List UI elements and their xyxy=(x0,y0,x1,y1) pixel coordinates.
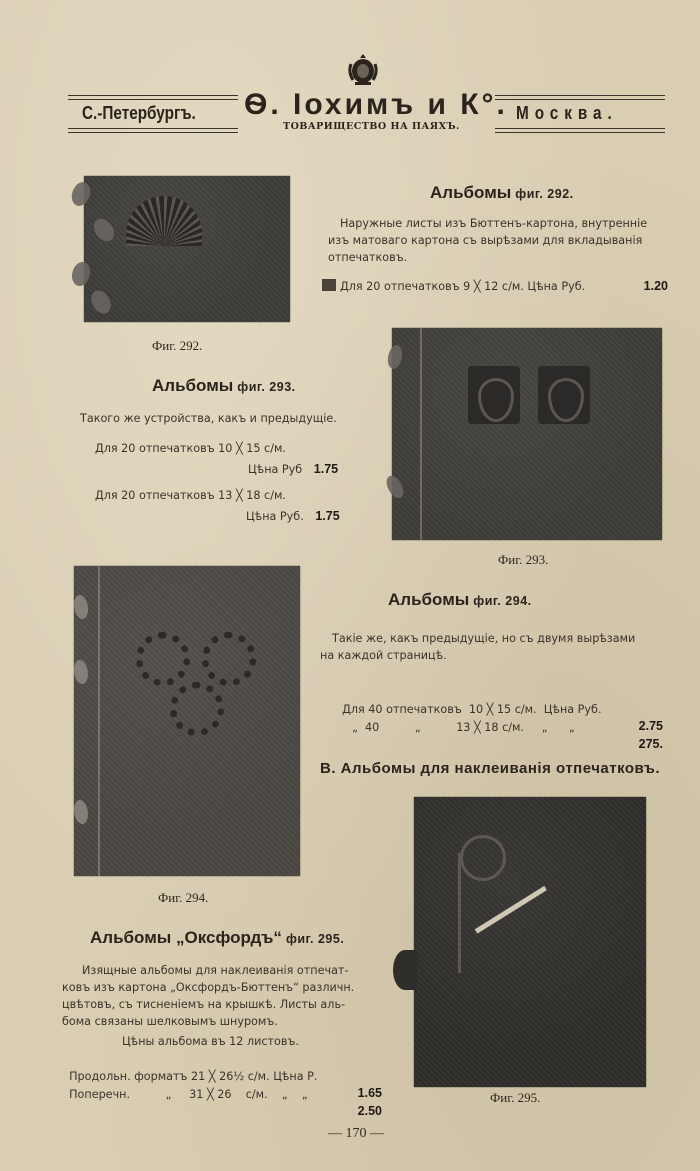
price-value: 2.75 xyxy=(638,719,663,733)
price-row-295-b xyxy=(62,1069,382,1120)
description-line: Наружные листы изъ Бюттенъ-картона, внутренніе xyxy=(340,217,648,230)
price-text: Для 20 отпечатковъ 10 ╳ 15 с/м. xyxy=(95,442,286,455)
fig-label: фиг. 295. xyxy=(285,932,345,946)
monogram-ornament xyxy=(460,835,506,881)
price-value: 2.50 xyxy=(357,1104,382,1118)
page-number: — 170 — xyxy=(328,1126,384,1141)
spine-line xyxy=(98,566,100,876)
item-293-description: Такого же устройства, какъ и предыдущіе. xyxy=(80,412,337,425)
price-subheading: Цѣны альбома въ 12 листовъ. xyxy=(122,1035,299,1048)
price-text: „ 40 „ 13 ╳ 18 с/м. „ „ xyxy=(352,721,575,734)
wreath-ornament xyxy=(202,632,256,686)
item-292-price-row xyxy=(322,278,668,295)
description-line: цвѣтовъ, съ тисненіемъ на крышкѣ. Листы аль- xyxy=(62,998,346,1011)
caption-fig-295: Фиг. 295. xyxy=(490,1090,541,1105)
caption-fig-292: Фиг. 292. xyxy=(152,338,203,353)
price-row-293-b xyxy=(246,508,340,525)
album-photo-293 xyxy=(392,328,662,540)
spine-line xyxy=(420,328,422,540)
peacock-ornament xyxy=(126,196,202,246)
city-st-petersburg: С.-Петербургъ. xyxy=(82,103,196,123)
item-293-heading xyxy=(152,376,296,396)
wreath-ornament xyxy=(170,682,224,736)
item-292-description xyxy=(328,215,668,266)
item-title: Альбомы xyxy=(152,376,234,395)
fig-label: фиг. 294. xyxy=(473,594,532,608)
city-moscow: Москва. xyxy=(516,103,618,123)
section-heading: В. Альбомы для наклеиванія отпечатковъ. xyxy=(320,760,661,777)
description-line: бома связаны шелковымъ шнуромъ. xyxy=(62,1015,278,1028)
price-text: Продольн. форматъ 21 ╳ 26½ с/м. Цѣна Р. xyxy=(69,1070,318,1083)
price-value: 1.75 xyxy=(315,509,340,523)
fig-label: фиг. 293. xyxy=(237,380,296,394)
item-title: Альбомы xyxy=(388,590,470,609)
header-rule-left-top xyxy=(68,95,238,100)
item-title: Альбомы „Оксфордъ“ xyxy=(90,928,282,947)
wreath-ornament xyxy=(136,632,190,686)
item-295-description xyxy=(62,962,382,1030)
pointing-hand-icon xyxy=(322,279,336,291)
tassel xyxy=(393,950,417,990)
header-rule-right-bottom xyxy=(495,128,665,133)
description-line: отпечатковъ. xyxy=(328,251,408,264)
price-row-293-a xyxy=(248,461,338,478)
silk-cord xyxy=(475,886,547,934)
album-photo-294 xyxy=(74,566,300,876)
album-photo-295 xyxy=(414,797,646,1087)
price-value: 1.75 xyxy=(313,462,339,476)
caption-fig-294: Фиг. 294. xyxy=(158,890,209,905)
caption-fig-293: Фиг. 293. xyxy=(498,552,549,567)
description-line: на каждой страницѣ. xyxy=(320,649,447,662)
item-294-heading xyxy=(388,590,532,610)
description-line: ковъ изъ картона „Оксфордъ-Бюттенъ“ различн. xyxy=(62,981,355,994)
description-line: изъ матоваго картона съ вырѣзами для вкладыванія xyxy=(328,234,643,247)
header-rule-right-top xyxy=(495,95,665,100)
header-rule-left-bottom xyxy=(68,128,238,133)
firm-name: Ѳ. Іохимъ и К°. xyxy=(244,88,508,121)
description-line: Изящные альбомы для наклеиванія отпечат- xyxy=(82,964,349,977)
item-title: Альбомы xyxy=(430,183,512,202)
price-row-294-b xyxy=(345,702,663,753)
price-value: 1.65 xyxy=(357,1086,382,1100)
price-text: Для 20 отпечатковъ 9 ╳ 12 с/м. Цѣна Руб. xyxy=(340,280,586,293)
cutout-ornament xyxy=(538,366,590,424)
price-label: Цѣна Руб. xyxy=(246,510,304,523)
price-text: Для 20 отпечатковъ 13 ╳ 18 с/м. xyxy=(95,489,286,502)
item-292-heading xyxy=(430,183,574,203)
price-value: 275. xyxy=(638,737,663,751)
fig-label: фиг. 292. xyxy=(515,187,574,201)
item-295-heading xyxy=(90,928,344,948)
coat-of-arms-icon xyxy=(345,52,381,88)
monogram-stem xyxy=(458,853,461,973)
description-line: Такіе же, какъ предыдущіе, но съ двумя вырѣзами xyxy=(332,632,636,645)
price-value: 1.20 xyxy=(643,279,668,293)
firm-subtitle: ТОВАРИЩЕСТВО НА ПАЯХЪ. xyxy=(283,121,460,132)
cutout-ornament xyxy=(468,366,520,424)
album-photo-292 xyxy=(84,176,290,322)
price-label: Цѣна Руб xyxy=(248,463,303,476)
item-294-description xyxy=(320,630,664,664)
price-text: Для 40 отпечатковъ 10 ╳ 15 с/м. Цѣна Руб. xyxy=(342,703,602,716)
price-text: Поперечн. „ 31 ╳ 26 с/м. „ „ xyxy=(69,1088,308,1101)
